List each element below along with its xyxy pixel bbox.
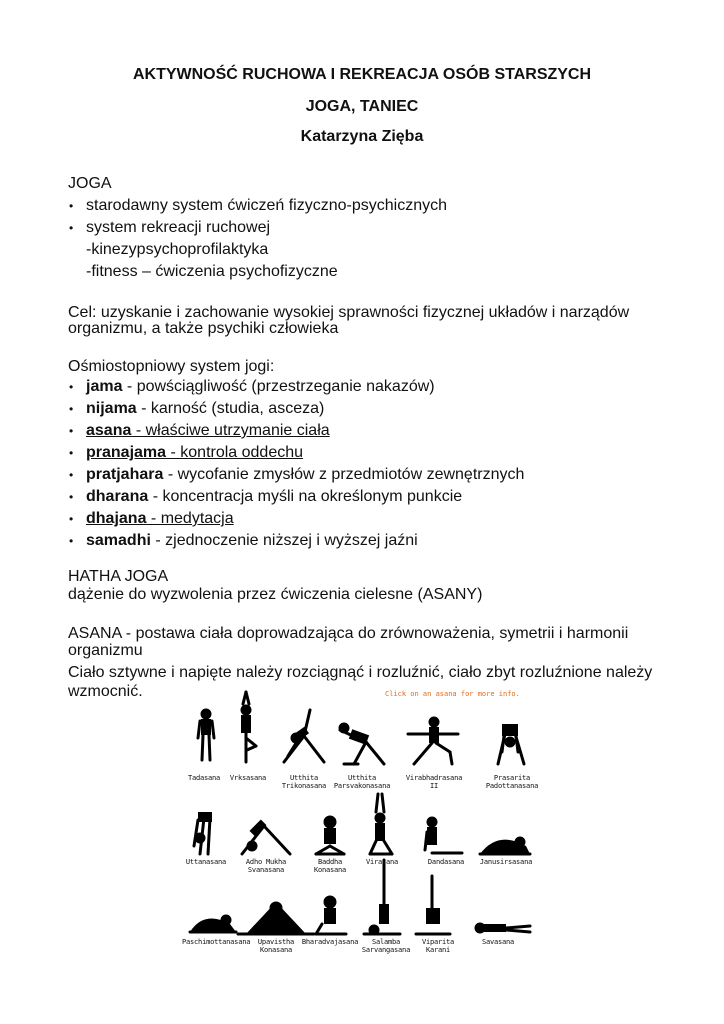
pose-label[interactable]: Salamba Sarvangasana [361,938,411,954]
pose-uttanasana-icon[interactable] [194,812,212,854]
asana-figure [180,690,540,962]
pose-janusirsasana-icon[interactable] [480,838,530,854]
asana-line-3: Ciało sztywne i napięte należy rozciągnąć i rozluźnić, ciało zbyt rozluźnione należy [68,664,653,681]
pose-label[interactable]: Prasarita Padottanasana [485,774,539,790]
pose-trikonasana-icon[interactable] [284,710,324,762]
stopnie-list [68,376,524,552]
hatha-desc: dążenie do wyzwolenia przez ćwiczenia cielesne (ASANY) [68,586,483,603]
pose-label[interactable]: Paschimottanasana [182,938,251,946]
pose-vrksasana-icon[interactable] [241,692,256,762]
pose-label[interactable]: Vrksasana [229,774,267,782]
list-item: • samadhi - zjednoczenie niższej i wyższej jaźni [69,532,418,549]
pose-parsvakonasana-icon[interactable] [340,724,384,764]
figure-title[interactable]: Click on an asana for more info. [385,690,520,698]
pose-savasana-icon[interactable] [476,924,530,932]
cel-line-1: Cel: uzyskanie i zachowanie wysokiej sprawności fizycznej układów i narządów [68,304,630,321]
list-item: • pratjahara - wycofanie zmysłów z przedmiotów zewnętrznych [69,466,525,483]
pose-label[interactable]: Viparita Karani [421,938,455,954]
cel-line-2: organizmu, a także psychiki człowieka [68,320,339,337]
list-item: • nijama - karność (studia, asceza) [69,400,325,417]
pose-label[interactable]: Adho Mukha Svanasana [245,858,287,874]
pose-upavistha-konasana-icon[interactable] [238,902,314,934]
pose-viparita-karani-icon[interactable] [416,876,450,934]
list-subitem: -kinezypsychoprofilaktyka [86,241,269,258]
pose-label[interactable]: Dandasana [427,858,465,866]
pose-sarvangasana-icon[interactable] [364,860,400,934]
pose-tadasana-icon[interactable] [198,710,214,760]
list-item: • dhajana - medytacja [69,510,234,527]
list-item: • jama - powściągliwość (przestrzeganie nakazów) [69,378,435,395]
asana-figure-drawing [180,690,540,962]
document-subtitle: JOGA, TANIEC [305,98,419,115]
pose-virabhadrasana-icon[interactable] [408,718,458,764]
list-subitem: -fitness – ćwiczenia psychofizyczne [86,263,338,280]
asana-line-2: organizmu [68,642,143,659]
pose-virasana-icon[interactable] [370,794,392,854]
pose-label[interactable]: Janusirsasana [479,858,533,866]
list-item: • asana - właściwe utrzymanie ciała [69,422,330,439]
pose-label[interactable]: Utthita Trikonasana [281,774,327,790]
pose-label[interactable]: Savasana [481,938,515,946]
pose-paschimottanasana-icon[interactable] [190,916,236,932]
pose-label[interactable]: Virasana [365,858,399,866]
pose-label[interactable]: Utthita Parsvakonasana [333,774,391,790]
pose-label[interactable]: Upavistha Konasana [257,938,295,954]
list-item: • system rekreacji ruchowej [69,219,271,236]
joga-list [68,195,447,283]
asana-line-1: ASANA - postawa ciała doprowadzająca do zrównoważenia, symetrii i harmonii [68,625,629,642]
pose-baddha-konasana-icon[interactable] [316,817,344,854]
pose-label[interactable]: Bharadvajasana [301,938,359,946]
list-item: • pranajama - kontrola oddechu [69,444,304,461]
pose-dandasana-icon[interactable] [425,818,462,853]
pose-bharadvajasana-icon[interactable] [316,897,346,934]
document-title: AKTYWNOŚĆ RUCHOWA I REKREACJA OSÓB STARSZYCH [132,66,592,83]
pose-prasarita-icon[interactable] [498,724,524,764]
hatha-heading: HATHA JOGA [68,568,169,585]
asana-line-4: wzmocnić. [68,683,143,700]
list-item: • starodawny system ćwiczeń fizyczno-psychicznych [69,197,448,214]
stopnie-heading: Ośmiostopniowy system jogi: [68,358,275,375]
pose-label[interactable]: Tadasana [187,774,221,782]
pose-label[interactable]: Baddha Konasana [313,858,347,874]
pose-label[interactable]: Uttanasana [185,858,227,866]
joga-heading: JOGA [68,175,112,192]
pose-label[interactable]: Virabhadrasana II [405,774,463,790]
list-item: • dharana - koncentracja myśli na określonym punkcie [69,488,463,505]
pose-adho-mukha-icon[interactable] [242,820,290,854]
document-author: Katarzyna Zięba [300,128,424,145]
